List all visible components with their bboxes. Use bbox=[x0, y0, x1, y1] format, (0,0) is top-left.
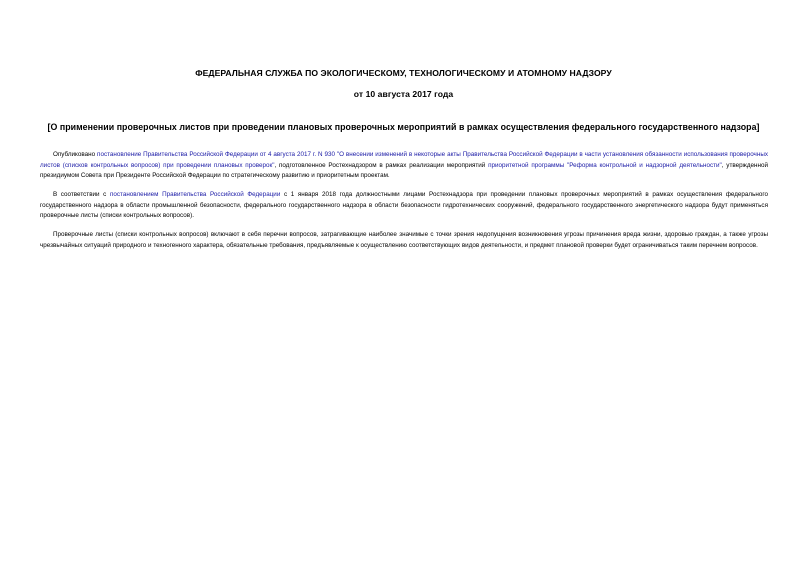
paragraph-2-text-2: с 1 января 2018 года должностными лицами Ростехнадзора при проведении плановых проверочных мероприятий в рамках осуществления федерального государственного надзора в области промышленной безопасности, федерального государственного надзора в области безопасности гидротехнических сооружений, федерального государственного энергетического надзора будут применяться проверочные листы (списки контрольных вопросов). bbox=[40, 191, 769, 220]
paragraph-2-text-1: В соответствии с bbox=[53, 191, 110, 198]
paragraph-3 bbox=[40, 230, 768, 251]
document-date: от 10 августа 2017 года bbox=[353, 89, 454, 99]
paragraph-1-text-2: , подготовленное Ростехнадзором в рамках реализации мероприятий bbox=[274, 161, 489, 169]
paragraph-1-text-3: , утвержденной президиумом Совета при Президенте Российской Федерации по стратегическому развитию и приоритетным проектам. bbox=[40, 161, 768, 180]
decree-930-link[interactable]: постановление Правительства Российской Федерации от 4 августа 2017 г. N 930 "О внесении изменений в некоторые акты Правительства Российской Федерации в части установления обязанности использования проверочных листов (списков контрольных вопросов) при проведении плановых проверок" bbox=[40, 151, 768, 169]
paragraph-3-text-1: Проверочные листы (списки контрольных вопросов) включают в себя перечни вопросов, затрагивающие наиболее значимые с точки зрения недопущения возникновения угрозы причинения вреда жизни, здоровью граждан, а также угрозы чрезвычайных ситуаций природного и техногенного характера, обязательные требования, предъявляемые к осуществлению соответствующих видов деятельности, и предмет плановой проверки будет ограничиваться таким перечнем вопросов. bbox=[40, 231, 768, 249]
document-title: [О применении проверочных листов при проведении плановых проверочных мероприятий в рамках осуществления федерального государственного надзора] bbox=[47, 122, 760, 132]
paragraph-1 bbox=[40, 150, 768, 182]
paragraph-1-text-1: Опубликовано bbox=[53, 151, 98, 158]
government-decree-link[interactable]: постановлением Правительства Российской Федерации bbox=[109, 191, 281, 198]
paragraph-2 bbox=[40, 190, 768, 222]
organization-heading: ФЕДЕРАЛЬНАЯ СЛУЖБА ПО ЭКОЛОГИЧЕСКОМУ, ТЕХНОЛОГИЧЕСКОМУ И АТОМНОМУ НАДЗОРУ bbox=[195, 68, 612, 78]
priority-program-link[interactable]: приоритетной программы "Реформа контрольной и надзорной деятельности" bbox=[488, 161, 722, 169]
